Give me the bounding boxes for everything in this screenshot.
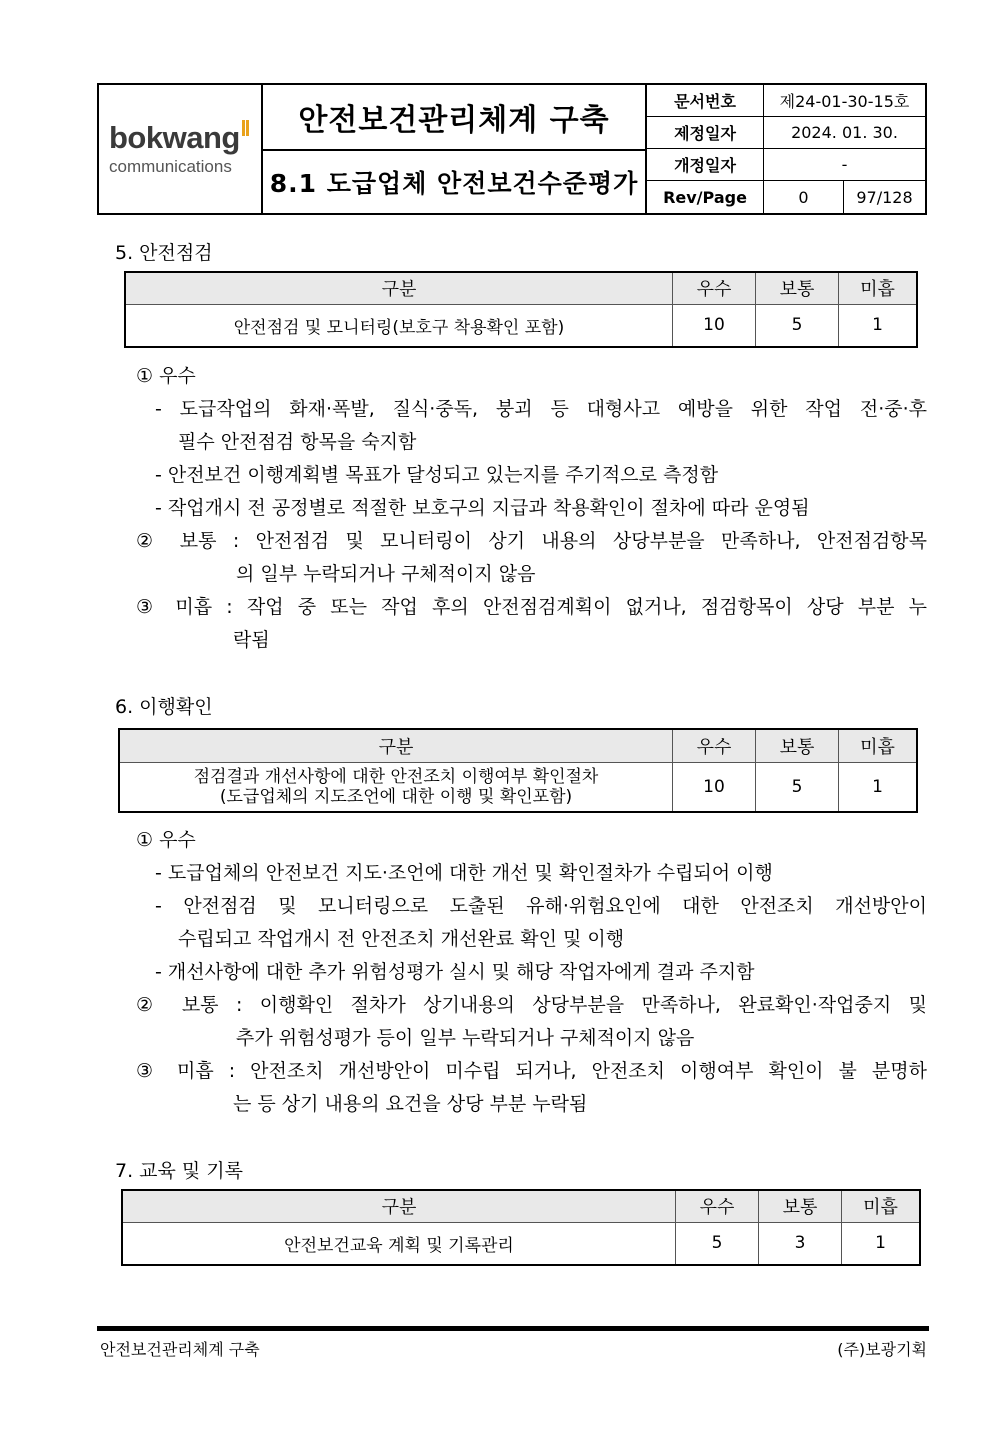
- header-meta-grid: [647, 85, 925, 213]
- table-header: 구분: [119, 729, 673, 762]
- doc-number-label: 문서번호: [647, 85, 763, 117]
- logo-wordmark: bokwang: [109, 120, 240, 155]
- table-cell: 10: [673, 762, 756, 812]
- table-cell: 안전점검 및 모니터링(보호구 착용확인 포함): [125, 304, 673, 347]
- issued-date-label: 제정일자: [647, 117, 763, 149]
- doc-number-value: 제24-01-30-15호: [763, 85, 925, 117]
- normal-criteria-cont: 추가 위험성평가 등이 일부 누락되거나 구체적이지 않음: [236, 1027, 695, 1049]
- criteria-line: - 작업개시 전 공정별로 적절한 보호구의 지급과 착용확인이 절차에 따라 운영됨: [155, 497, 810, 519]
- table-header: 미흡: [839, 272, 918, 304]
- poor-criteria: ③ 미흡 : 작업 중 또는 작업 후의 안전점검계획이 없거나, 점검항목이 상당 부분 누: [136, 596, 927, 618]
- table-cell: 1: [839, 762, 918, 812]
- document-header: [97, 83, 927, 215]
- footer-document-name: 안전보건관리체계 구축: [100, 1340, 260, 1359]
- score-table: [121, 1189, 921, 1266]
- table-cell: 5: [756, 304, 839, 347]
- revised-date-label: 개정일자: [647, 149, 763, 181]
- table-header: 우수: [673, 272, 756, 304]
- table-header: 보통: [756, 729, 839, 762]
- criteria-line: - 도급업체의 안전보건 지도·조언에 대한 개선 및 확인절차가 수립되어 이행: [155, 862, 773, 884]
- section-title: 7. 교육 및 기록: [115, 1160, 244, 1182]
- table-cell: 1: [839, 304, 918, 347]
- table-cell: 1: [842, 1222, 921, 1265]
- logo-subtitle: communications: [109, 157, 232, 176]
- document-title: 안전보건관리체계 구축: [263, 85, 645, 151]
- rev-page-label: Rev/Page: [663, 187, 747, 207]
- table-header: 구분: [125, 272, 673, 304]
- footer-divider: [97, 1326, 929, 1331]
- row-label-line: (도급업체의 지도조언에 대한 이행 및 확인포함): [219, 786, 573, 807]
- normal-criteria: ② 보통 : 이행확인 절차가 상기내용의 상당부분을 만족하나, 완료확인·작업중지 및: [136, 994, 927, 1016]
- criteria-line: - 도급작업의 화재·폭발, 질식·중독, 붕괴 등 대형사고 예방을 위한 작업 전·중·후: [155, 398, 927, 420]
- rev-value: 0: [763, 181, 843, 213]
- table-header: 보통: [759, 1190, 842, 1222]
- criteria-line: 수립되고 작업개시 전 안전조치 개선완료 확인 및 이행: [178, 928, 625, 950]
- table-cell: 10: [673, 304, 756, 347]
- poor-criteria: ③ 미흡 : 안전조치 개선방안이 미수립 되거나, 안전조치 이행여부 확인이 불 분명하: [136, 1060, 927, 1082]
- row-label-line: 점검결과 개선사항에 대한 안전조치 이행여부 확인절차: [193, 766, 599, 787]
- normal-criteria-cont: 의 일부 누락되거나 구체적이지 않음: [236, 563, 536, 585]
- table-header: 미흡: [842, 1190, 921, 1222]
- normal-criteria: ② 보통 : 안전점검 및 모니터링이 상기 내용의 상당부분을 만족하나, 안전점검항목: [136, 530, 927, 552]
- table-header: 우수: [673, 729, 756, 762]
- table-cell: 5: [676, 1222, 759, 1265]
- table-cell: 5: [756, 762, 839, 812]
- poor-criteria-cont: 는 등 상기 내용의 요건을 상당 부분 누락됨: [233, 1093, 588, 1115]
- revised-date-value: -: [763, 149, 925, 181]
- table-cell: [119, 762, 673, 812]
- logo-bars-icon: [242, 120, 251, 138]
- table-header: 미흡: [839, 729, 918, 762]
- criteria-line: - 안전점검 및 모니터링으로 도출된 유해·위험요인에 대한 안전조치 개선방안이: [155, 895, 927, 917]
- table-cell: 안전보건교육 계획 및 기록관리: [122, 1222, 676, 1265]
- criteria-line: 필수 안전점검 항목을 숙지함: [178, 431, 417, 453]
- excellent-heading: ① 우수: [136, 365, 196, 387]
- score-table: [118, 728, 918, 813]
- criteria-line: - 개선사항에 대한 추가 위험성평가 실시 및 해당 작업자에게 결과 주지함: [155, 961, 755, 983]
- section-title: 5. 안전점검: [115, 242, 213, 264]
- company-logo: [99, 85, 263, 213]
- score-table: [124, 271, 918, 348]
- table-header: 우수: [676, 1190, 759, 1222]
- issued-date-value: 2024. 01. 30.: [763, 117, 925, 149]
- table-cell: 3: [759, 1222, 842, 1265]
- document-subtitle: 8.1 도급업체 안전보건수준평가: [269, 169, 639, 198]
- page-value: 97/128: [843, 181, 925, 213]
- criteria-line: - 안전보건 이행계획별 목표가 달성되고 있는지를 주기적으로 측정함: [155, 464, 719, 486]
- table-header: 보통: [756, 272, 839, 304]
- section-title: 6. 이행확인: [115, 696, 213, 718]
- header-title-block: [263, 85, 647, 213]
- excellent-heading: ① 우수: [136, 829, 196, 851]
- table-header: 구분: [122, 1190, 676, 1222]
- poor-criteria-cont: 락됨: [233, 629, 270, 651]
- footer-company-name: (주)보광기획: [837, 1340, 927, 1359]
